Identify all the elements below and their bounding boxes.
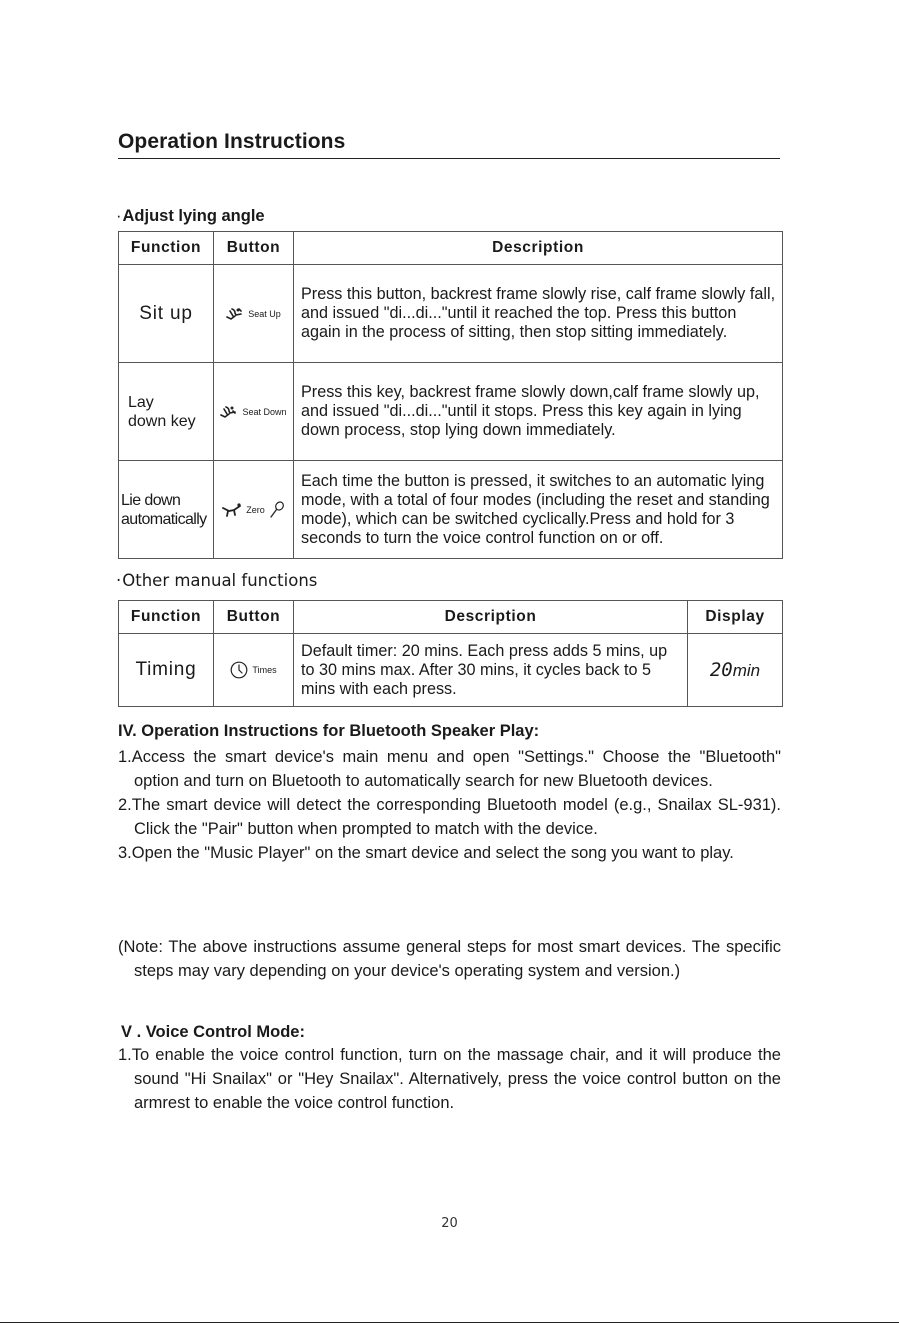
button-label: Seat Down bbox=[242, 406, 287, 417]
function-cell bbox=[119, 461, 214, 559]
bluetooth-steps bbox=[118, 745, 781, 865]
function-line: automatically bbox=[121, 510, 207, 528]
note-text: (Note: The above instructions assume general steps for most smart devices. The specific steps may vary depending on your device's operating system and version.) bbox=[118, 938, 781, 980]
list-item: 1.Access the smart device's main menu and open "Settings." Choose the "Bluetooth" option and turn on Bluetooth to automatically search for new Bluetooth devices. bbox=[118, 748, 781, 790]
column-header: Button bbox=[214, 232, 294, 265]
title-divider bbox=[118, 158, 780, 159]
button-cell bbox=[214, 265, 294, 363]
list-item: 2.The smart device will detect the corresponding Bluetooth model (e.g., Snailax SL-931). Click the "Pair" button when prompted to match with the device. bbox=[118, 796, 781, 838]
function-cell: Timing bbox=[119, 634, 214, 707]
function-cell bbox=[119, 363, 214, 461]
clock-icon bbox=[230, 661, 248, 679]
voice-control-steps bbox=[118, 1043, 781, 1115]
column-header: Description bbox=[294, 232, 783, 265]
page-number: 20 bbox=[441, 1216, 458, 1231]
seat-down-icon bbox=[220, 406, 238, 418]
description-cell: Press this key, backrest frame slowly down,calf frame slowly up, and issued "di...di..."until it stops. Press this key again in lying down process, stop lying down immediately. bbox=[294, 363, 783, 461]
list-item: 1.To enable the voice control function, turn on the massage chair, and it will produce the sound "Hi Snailax" or "Hey Snailax". Alternatively, press the voice control button on the armrest to enable the voice control function. bbox=[118, 1046, 781, 1112]
bluetooth-note bbox=[118, 935, 781, 983]
description-cell: Press this button, backrest frame slowly rise, calf frame slowly fall, and issued "di...di..."until it reached the top. Press this button again in the process of sitting, then stop sitting immediately. bbox=[294, 265, 783, 363]
section-heading-text: Adjust lying angle bbox=[122, 207, 265, 225]
seat-up-icon bbox=[226, 308, 244, 320]
section-heading-text: Other manual functions bbox=[122, 571, 318, 590]
section-heading-other-manual-functions: ·Other manual functions bbox=[116, 571, 318, 590]
button-label: Times bbox=[252, 665, 277, 675]
column-header: Function bbox=[119, 232, 214, 265]
other-manual-functions-table bbox=[118, 600, 783, 707]
function-line: down key bbox=[128, 412, 196, 430]
voice-control-heading: V . Voice Control Mode: bbox=[121, 1023, 305, 1041]
display-cell bbox=[688, 634, 783, 707]
bluetooth-heading: IV. Operation Instructions for Bluetooth Speaker Play: bbox=[118, 722, 540, 740]
table-row bbox=[119, 461, 783, 559]
table-header-row bbox=[119, 601, 783, 634]
button-cell bbox=[214, 363, 294, 461]
display-value: 20 bbox=[709, 659, 733, 681]
description-cell: Default timer: 20 mins. Each press adds 5 mins, up to 30 mins max. After 30 mins, it cycles back to 5 mins with each press. bbox=[294, 634, 688, 707]
button-cell bbox=[214, 461, 294, 559]
function-line: Lie down bbox=[121, 491, 181, 509]
button-cell bbox=[214, 634, 294, 707]
list-item: 3.Open the "Music Player" on the smart device and select the song you want to play. bbox=[118, 844, 734, 862]
zero-gravity-icon bbox=[222, 503, 242, 517]
table-row bbox=[119, 634, 783, 707]
microphone-icon bbox=[269, 501, 285, 519]
column-header: Display bbox=[688, 601, 783, 634]
display-unit: min bbox=[732, 661, 761, 680]
column-header: Function bbox=[119, 601, 214, 634]
function-cell: Sit up bbox=[119, 265, 214, 363]
table-header-row bbox=[119, 232, 783, 265]
button-label: Seat Up bbox=[248, 308, 281, 319]
bottom-divider bbox=[0, 1322, 899, 1323]
section-heading-adjust-lying-angle: ·Adjust lying angle bbox=[116, 207, 265, 225]
description-cell: Each time the button is pressed, it switches to an automatic lying mode, with a total of four modes (including the reset and standing mode), which can be switched cyclically.Press and hold for 3 seconds to turn the voice control function on or off. bbox=[294, 461, 783, 559]
column-header: Button bbox=[214, 601, 294, 634]
table-row bbox=[119, 363, 783, 461]
table-row bbox=[119, 265, 783, 363]
function-line: Lay bbox=[128, 393, 154, 411]
column-header: Description bbox=[294, 601, 688, 634]
page-title: Operation Instructions bbox=[118, 130, 346, 153]
button-label: Zero bbox=[246, 504, 265, 515]
adjust-lying-angle-table bbox=[118, 231, 783, 559]
